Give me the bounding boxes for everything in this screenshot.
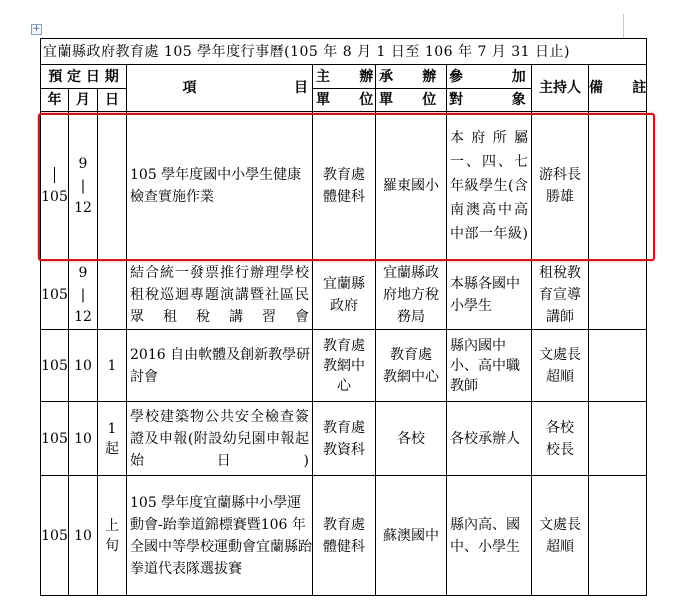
row-year: 105: [41, 402, 69, 476]
header-co-top: 承 辦: [376, 65, 447, 89]
row-item: 2016 自由軟體及創新教學研討會: [127, 330, 313, 402]
row-remarks: [589, 476, 647, 596]
row-target: 縣內高、國中、小學生: [447, 476, 532, 596]
row-organizer: 宜蘭縣 政府: [313, 260, 376, 330]
row-year[interactable]: 105: [41, 112, 69, 260]
row-co: 各校: [376, 402, 447, 476]
row-co: 羅東國小: [376, 112, 447, 260]
header-schedule: 預 定 日 期: [41, 65, 127, 89]
row-remarks: [589, 260, 647, 330]
row-organizer: 教育處 教資科: [313, 402, 376, 476]
row-day: 上 旬: [98, 476, 127, 596]
row-month: 10: [69, 330, 98, 402]
row-target: 縣內國中小、高中職教師: [447, 330, 532, 402]
row-host: 文處長 超順: [532, 330, 589, 402]
table-row: [41, 330, 647, 402]
header-co-bottom: 單 位: [376, 89, 447, 112]
row-remarks: [589, 402, 647, 476]
row-year: 105: [41, 260, 69, 330]
row-item: 結合統一發票推行辦理學校租稅巡迴專題演講暨社區民眾租稅講習會: [127, 260, 313, 330]
calendar-title: 宜蘭縣政府教育處 105 學年度行事曆(105 年 8 月 1 日至 106 年 7 月 31 日止): [41, 39, 647, 65]
row-target: 本縣各國中小學生: [447, 260, 532, 330]
row-remarks: [589, 330, 647, 402]
row-day: 1: [98, 330, 127, 402]
row-host: 租稅教育宣導講師: [532, 260, 589, 330]
row-day: 1 起: [98, 402, 127, 476]
header-target-top: 參 加: [447, 65, 532, 89]
header-target-bottom: 對 象: [447, 89, 532, 112]
header-month: 月: [69, 89, 98, 112]
highlight-box: [38, 113, 655, 261]
row-year: 105: [41, 330, 69, 402]
row-co: 蘇澳國中: [376, 476, 447, 596]
table-move-handle-icon[interactable]: +: [32, 24, 41, 34]
row-organizer: 教育處 體健科: [313, 476, 376, 596]
header-day: 日: [98, 89, 127, 112]
table-row: [41, 260, 647, 330]
row-item: 105 學年度國中小學生健康檢查實施作業: [127, 112, 313, 260]
row-co: 教育處 教網中心: [376, 330, 447, 402]
header-year: 年: [41, 89, 69, 112]
row-item: 學校建築物公共安全檢查簽證及申報(附設幼兒園申報起始日): [127, 402, 313, 476]
header-remarks: 備 註: [589, 65, 647, 112]
page-margin-marker: [623, 14, 624, 38]
row-host: 各校 校長: [532, 402, 589, 476]
table-row: [41, 402, 647, 476]
row-month: 9 | 12: [69, 260, 98, 330]
header-organizer-top: 主 辦: [313, 65, 376, 89]
row-month: 10: [69, 402, 98, 476]
row-host: 游科長 勝雄: [532, 112, 589, 260]
row-co: 宜蘭縣政府地方稅務局: [376, 260, 447, 330]
row-target: 各校承辦人: [447, 402, 532, 476]
header-organizer-bottom: 單 位: [313, 89, 376, 112]
row-month: 9 | 12: [69, 112, 98, 260]
header-item: 項 目: [127, 65, 313, 112]
row-organizer: 教育處 教網中 心: [313, 330, 376, 402]
row-host: 文處長 超順: [532, 476, 589, 596]
row-year: 105: [41, 476, 69, 596]
table-row: [41, 476, 647, 596]
row-target: 本府所屬一、四、七年級學生(含南澳高中高中部一年級): [447, 112, 532, 260]
row-item: 105 學年度宜蘭縣中小學運動會-跆拳道錦標賽暨106 年全國中等學校運動會宜蘭縣跆拳道代表隊選拔賽: [127, 476, 313, 596]
header-host: 主持人: [532, 65, 589, 112]
row-organizer: 教育處 體健科: [313, 112, 376, 260]
row-day: [98, 260, 127, 330]
row-month: 10: [69, 476, 98, 596]
